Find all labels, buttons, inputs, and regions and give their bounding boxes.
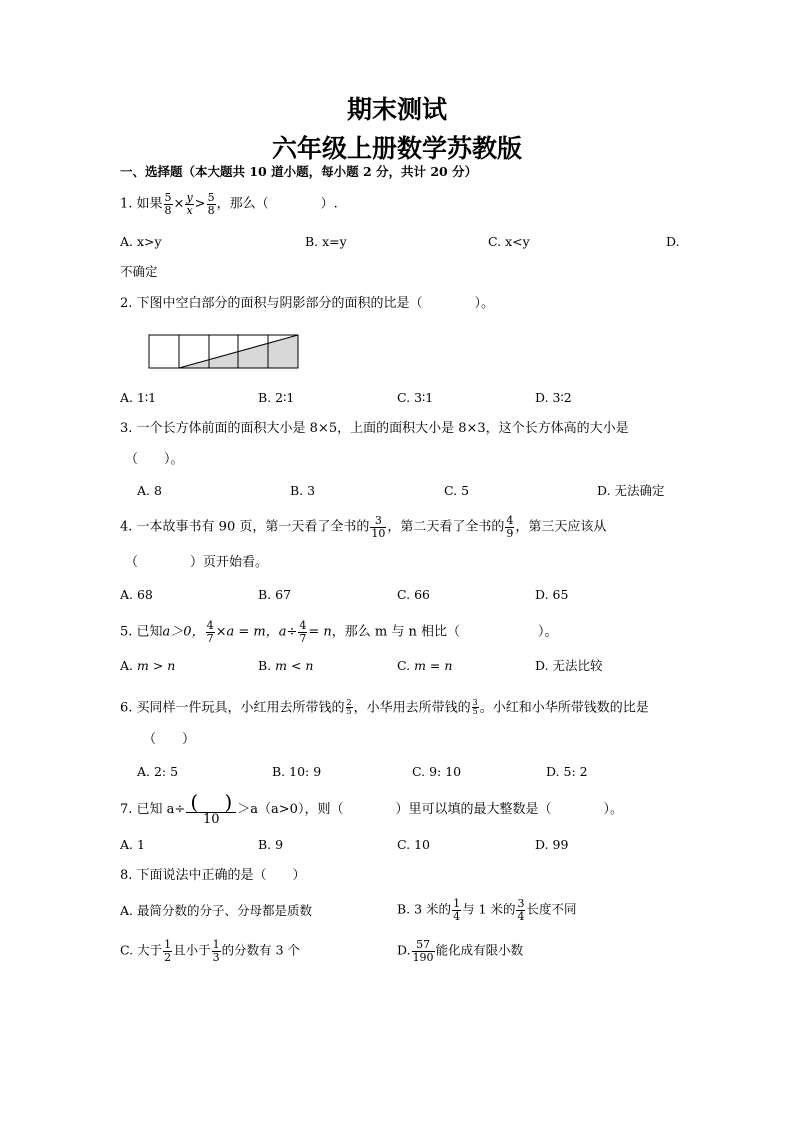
section-heading: 一、选择题（本大题共 10 道小题，每小题 2 分，共计 20 分）	[120, 164, 478, 179]
question-3: 3. 一个长方体前面的面积大小是 8×5，上面的面积大小是 8×3，这个长方体高的大小是	[120, 421, 629, 436]
q5-option-c: C. m = n	[397, 658, 453, 673]
fraction: $\frac{2}{5}$	[346, 698, 352, 717]
q1-option-b: B. x=y	[305, 234, 347, 249]
question-4: 4. 一本故事书有 90 页，第一天看了全书的 $\frac{3}{10}$ ，第二天看了全书的 $\frac{4}{9}$ ，第三天应该从	[120, 514, 607, 540]
q7-option-c: C. 10	[397, 837, 430, 852]
q2-option-d: D. 3∶2	[535, 390, 572, 405]
question-2: 2. 下图中空白部分的面积与阴影部分的面积的比是（ ）。	[120, 296, 495, 311]
question-8: 8. 下面说法中正确的是（ ）	[120, 868, 306, 883]
question-6-line2: （ ）	[143, 732, 196, 747]
q6-option-c: C. 9: 10	[412, 764, 462, 779]
q2-option-a: A. 1∶1	[120, 390, 157, 405]
q4-option-a: A. 68	[120, 587, 153, 602]
q6-option-b: B. 10: 9	[272, 764, 322, 779]
question-6: 6. 买同样一件玩具，小红用去所带钱的 $\frac{2}{5}$ ，小华用去所带钱的 $\frac{3}{5}$ 。小红和小华所带钱数的比是	[120, 698, 649, 717]
fraction: $\frac{5}{8}$	[207, 191, 215, 217]
fraction: $\frac{57}{190}$	[412, 938, 434, 964]
fraction: $\frac{1}{3}$	[212, 938, 220, 964]
q1-option-d: D.	[666, 234, 680, 249]
question-3-line2: （ ）。	[125, 452, 184, 467]
q8-option-b: B. 3 米的 $\frac{1}{4}$ 与 1 米的 $\frac{3}{4}$ 长度不同	[397, 897, 577, 923]
question-4-line2: （ ）页开始看。	[125, 555, 269, 570]
fraction: $\frac{3}{5}$	[472, 698, 478, 717]
question-7: 7. 已知 a÷ $\frac{( )}{10}$ ＞a（a>0），则（ ）里可以填的最大整数是（ ）。	[120, 790, 623, 827]
fraction: $\frac{1}{2}$	[164, 938, 172, 964]
fraction: $\frac{y}{x}$	[186, 191, 193, 217]
fraction: $\frac{1}{4}$	[453, 897, 461, 923]
q3-option-a: A. 8	[137, 483, 162, 498]
q1-option-d-cont: 不确定	[120, 264, 158, 279]
q1-option-c: C. x<y	[488, 234, 530, 249]
q7-option-b: B. 9	[258, 837, 284, 852]
fraction: $\frac{5}{8}$	[164, 191, 172, 217]
q6-option-a: A. 2: 5	[137, 764, 179, 779]
fraction: $\frac{4}{9}$	[506, 514, 514, 540]
q2-option-b: B. 2∶1	[258, 390, 295, 405]
fraction: $\frac{4}{7}$	[299, 619, 307, 645]
q5-option-a: A. m > n	[120, 658, 176, 673]
q5-option-b: B. m < n	[258, 658, 314, 673]
page-subtitle: 六年级上册数学苏教版	[271, 134, 522, 163]
page-title: 期末测试	[346, 95, 447, 124]
question-5: 5. 已知a＞0， $\frac{4}{7}$ ×a = m，a÷ $\frac{4}{7}$ = n，那么 m 与 n 相比（ ）。	[120, 619, 558, 645]
q3-option-d: D. 无法确定	[597, 483, 665, 498]
q8-option-d: D. $\frac{57}{190}$ 能化成有限小数	[397, 938, 524, 964]
fraction-blank: $\frac{( )}{10}$	[186, 792, 236, 827]
q8-option-c: C. 大于 $\frac{1}{2}$ 且小于 $\frac{1}{3}$ 的分数有 3 个	[120, 938, 300, 964]
q2-option-c: C. 3∶1	[397, 390, 434, 405]
q3-option-c: C. 5	[444, 483, 470, 498]
q1-option-a: A. x>y	[120, 234, 162, 249]
question-1: 1. 如果 $\frac{5}{8}$ × $\frac{y}{x}$ > $\frac{5}{8}$ ，那么（ ）.	[120, 191, 338, 217]
q7-option-a: A. 1	[120, 837, 145, 852]
q4-option-b: B. 67	[258, 587, 292, 602]
q8-option-a: A. 最简分数的分子、分母都是质数	[120, 903, 312, 918]
rectangle-figure	[148, 334, 300, 370]
q7-option-d: D. 99	[535, 837, 569, 852]
fraction: $\frac{3}{4}$	[517, 897, 525, 923]
q6-option-d: D. 5: 2	[546, 764, 588, 779]
q4-option-c: C. 66	[397, 587, 430, 602]
q5-option-d: D. 无法比较	[535, 658, 603, 673]
fraction: $\frac{4}{7}$	[206, 619, 214, 645]
q3-option-b: B. 3	[290, 483, 316, 498]
q4-option-d: D. 65	[535, 587, 569, 602]
fraction: $\frac{3}{10}$	[371, 514, 386, 540]
